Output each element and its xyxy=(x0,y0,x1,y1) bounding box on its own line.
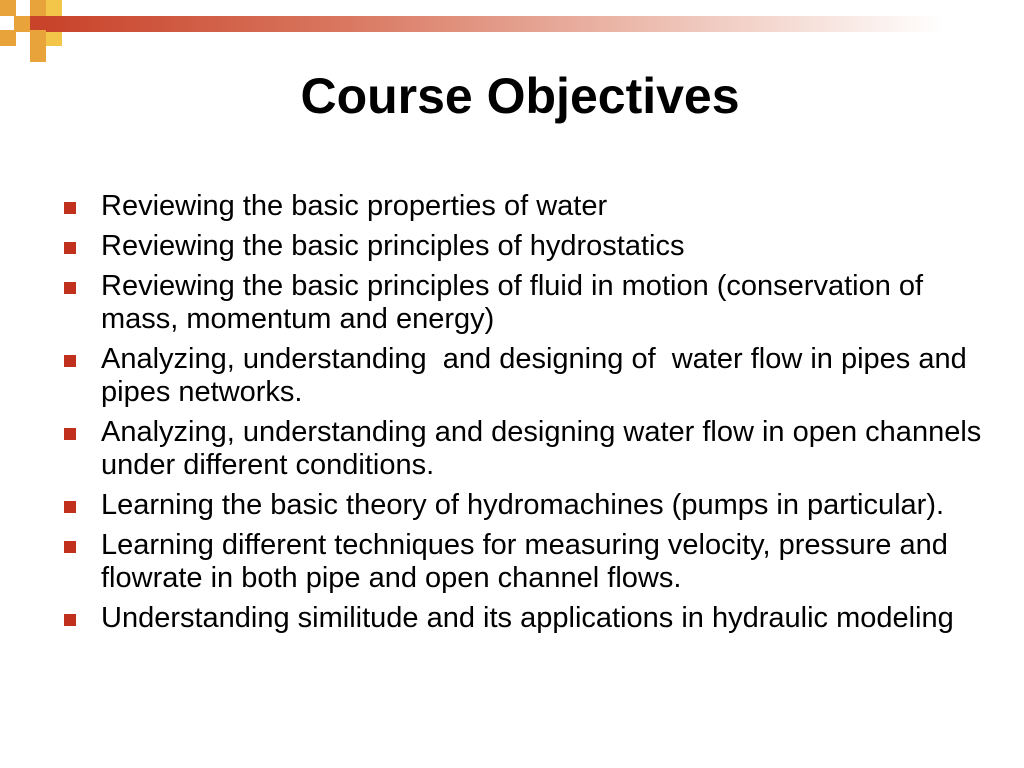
decor-square xyxy=(30,30,46,46)
square-bullet-icon xyxy=(64,282,76,294)
list-item xyxy=(64,343,984,409)
slide-title: Course Objectives xyxy=(300,68,740,124)
header-decoration xyxy=(0,0,1024,70)
list-item xyxy=(64,190,984,223)
list-item-text: Reviewing the basic principles of fluid in motion (conservation of mass, momentum and energy) xyxy=(101,270,932,335)
list-item-text: Learning the basic theory of hydromachines (pumps in particular). xyxy=(101,489,945,521)
square-bullet-icon xyxy=(64,242,76,254)
list-item xyxy=(64,529,984,595)
square-bullet-icon xyxy=(64,541,76,553)
decor-square xyxy=(30,0,46,16)
decor-square xyxy=(0,30,16,46)
square-bullet-icon xyxy=(64,428,76,440)
decor-square xyxy=(46,0,62,16)
list-item-text: Analyzing, understanding and designing water flow in open channels under different conditions. xyxy=(101,416,990,481)
objectives-list xyxy=(64,190,990,642)
decor-square xyxy=(14,16,30,32)
decor-square xyxy=(46,30,62,46)
square-bullet-icon xyxy=(64,614,76,626)
list-item-text: Understanding similitude and its applications in hydraulic modeling xyxy=(101,602,954,634)
list-item-text: Analyzing, understanding and designing of water flow in pipes and pipes networks. xyxy=(101,343,975,408)
list-item-text: Reviewing the basic principles of hydrostatics xyxy=(101,230,685,262)
list-item xyxy=(64,270,984,336)
square-bullet-icon xyxy=(64,202,76,214)
decor-square xyxy=(30,46,46,62)
header-gradient-bar xyxy=(46,16,1024,32)
list-item xyxy=(64,230,984,263)
list-item xyxy=(64,416,990,482)
square-bullet-icon xyxy=(64,355,76,367)
list-item xyxy=(64,489,984,522)
list-item-text: Reviewing the basic properties of water xyxy=(101,190,608,222)
square-bullet-icon xyxy=(64,501,76,513)
list-item-text: Learning different techniques for measuring velocity, pressure and flowrate in both pipe and open channel flows. xyxy=(101,529,956,594)
decor-square xyxy=(0,0,16,16)
list-item xyxy=(64,602,984,635)
